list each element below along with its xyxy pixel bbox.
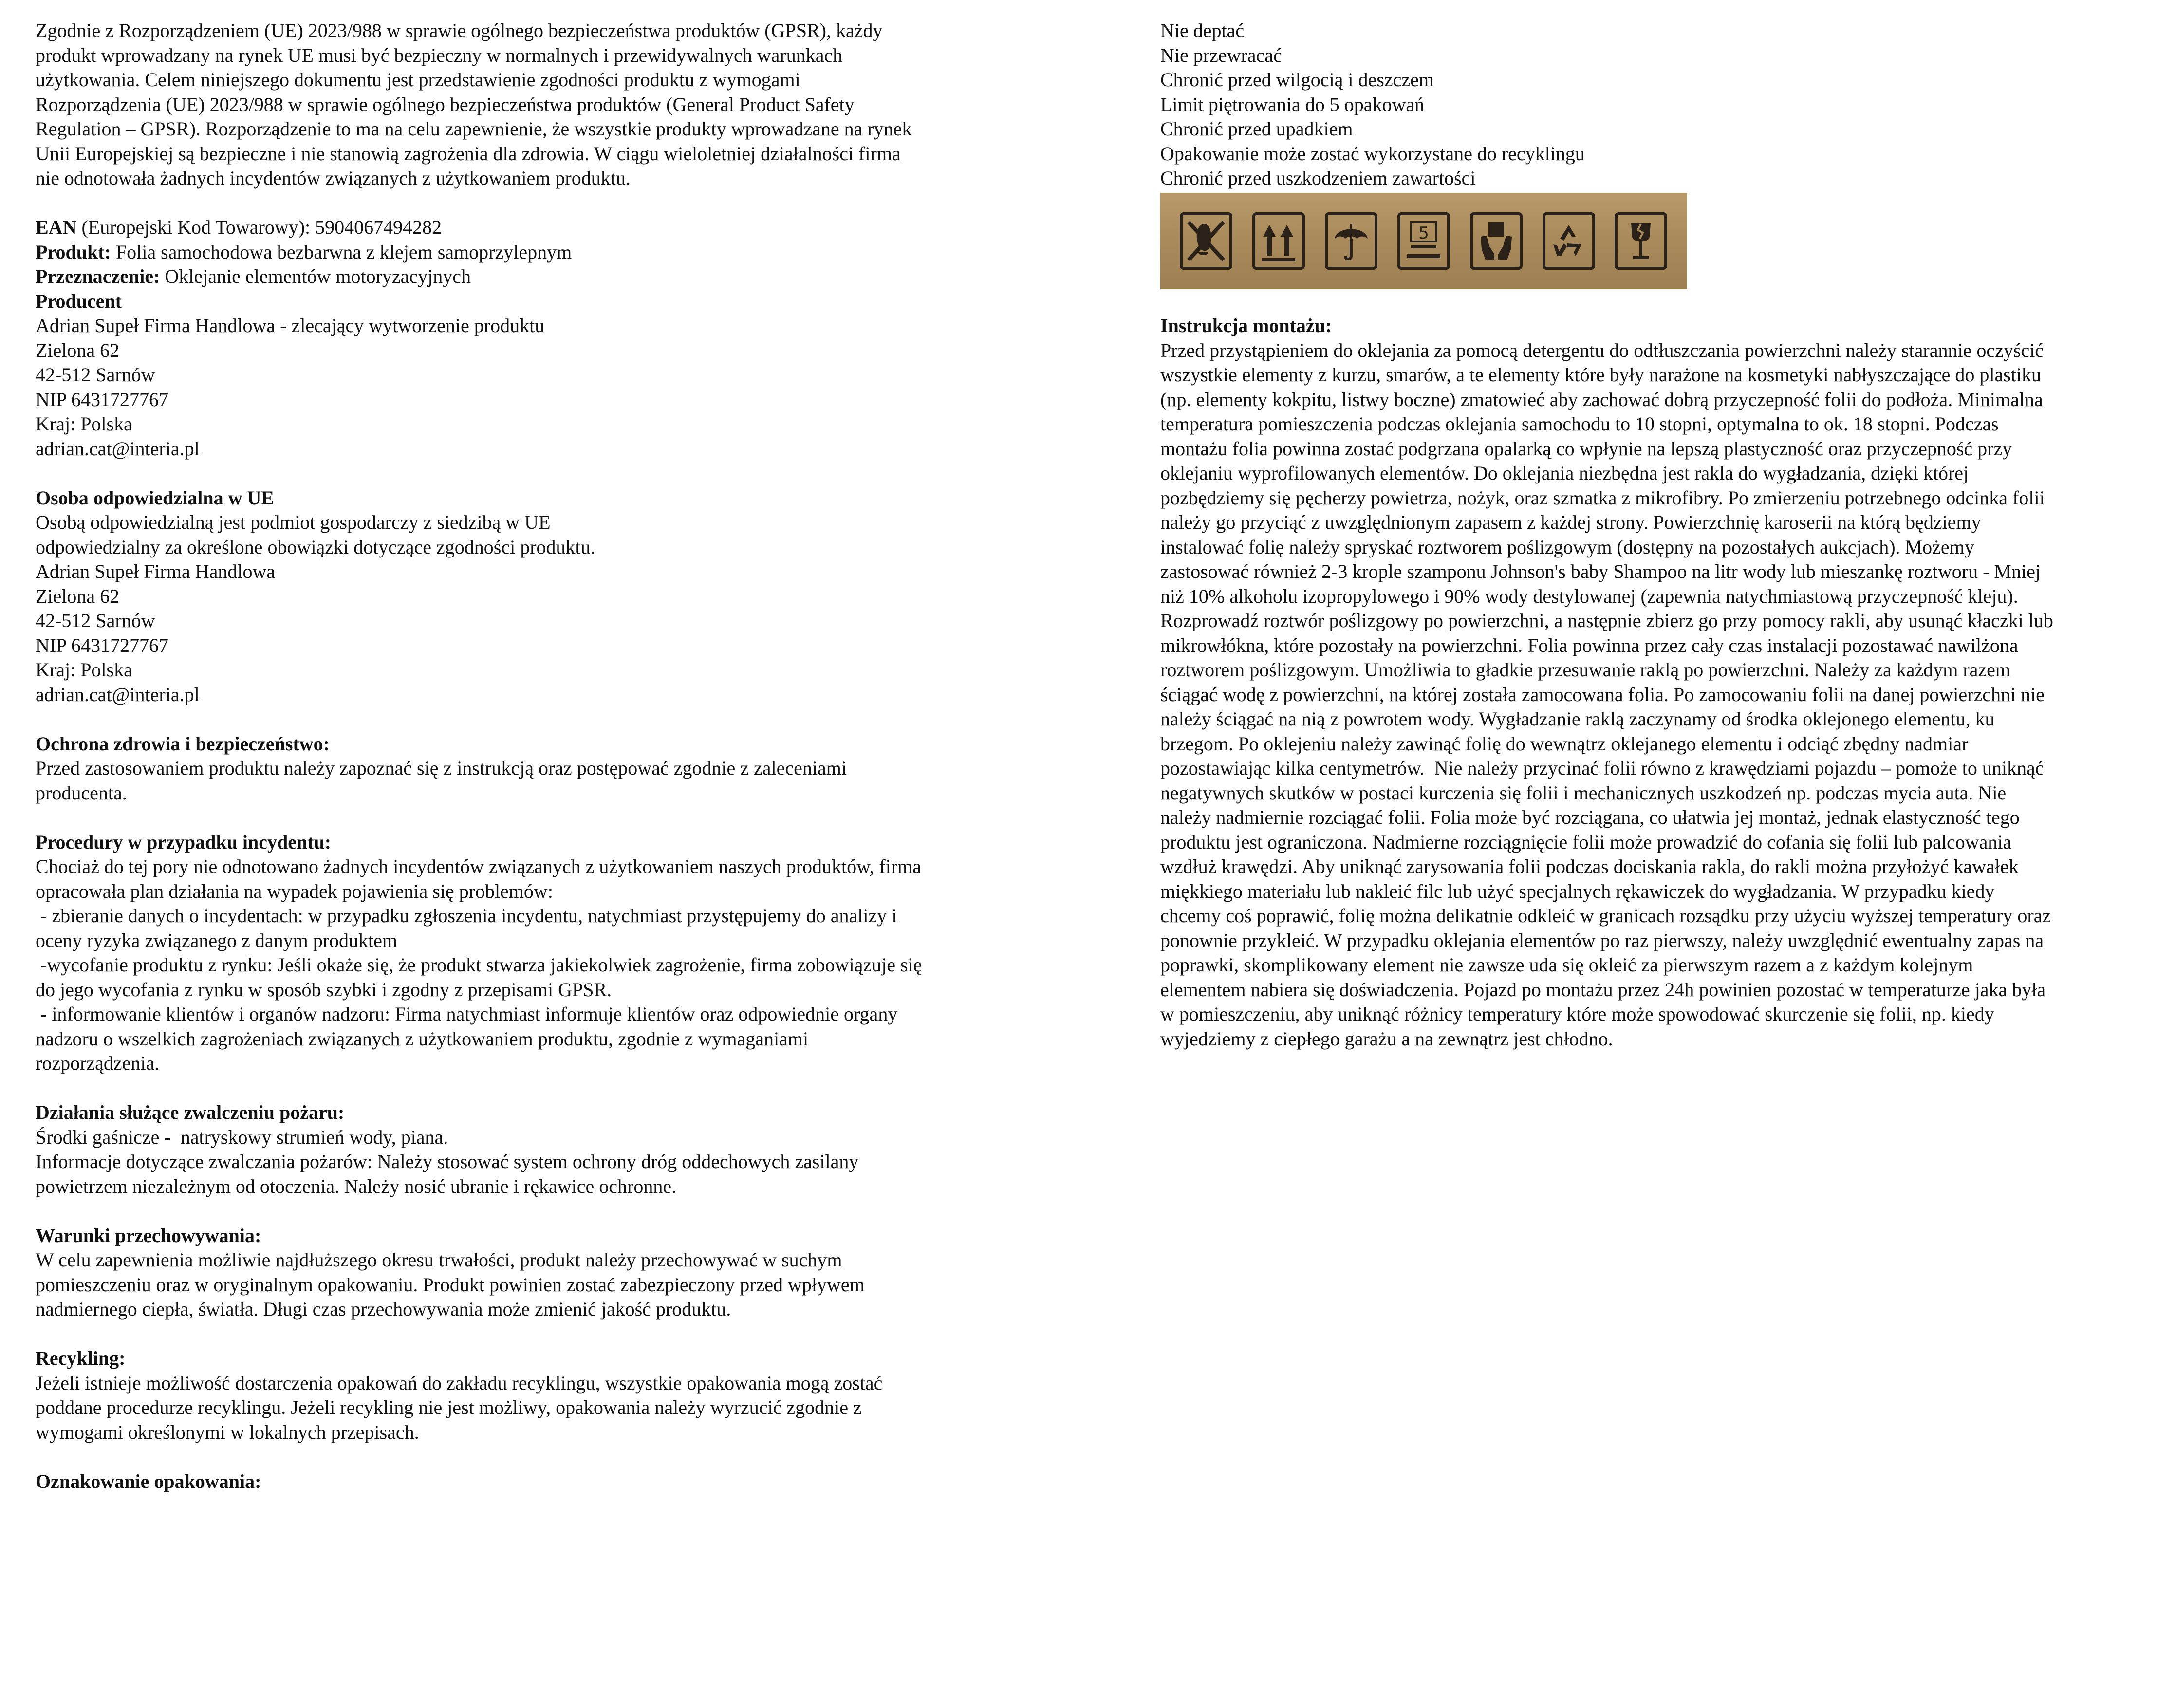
fire-line: powietrzem niezależnym od otoczenia. Należy nosić ubranie i rękawice ochronne. <box>36 1175 677 1197</box>
health-line: Przed zastosowaniem produktu należy zapoznać się z instrukcją oraz postępować zgodnie z zaleceniami <box>36 757 847 779</box>
producer-heading: Producent <box>36 290 122 312</box>
recycling-line: wymogami określonymi w lokalnych przepisach. <box>36 1421 419 1443</box>
intro-line: Zgodnie z Rozporządzeniem (UE) 2023/988 w sprawie ogólnego bezpieczeństwa produktów (GPSR), każdy <box>36 19 883 41</box>
instruction-line: Przed przystąpieniem do oklejania za pomocą detergentu do odtłuszczania powierzchni należy starannie oczyścić <box>1160 339 2044 361</box>
packaging-line: Chronić przed uszkodzeniem zawartości <box>1160 167 1476 189</box>
storage-section <box>36 1248 1039 1322</box>
producer-line: NIP 6431727767 <box>36 388 168 410</box>
instruction-line: ponownie przykleić. W przypadku oklejania elementów po raz pierwszy, należy uwzględnić ewentualny zapas na <box>1160 929 2044 951</box>
instruction-line: instalować folię należy spryskać roztworem poślizgowym (dostępny na pozostałych aukcjach). Możemy <box>1160 536 1974 558</box>
eu-responsible-details <box>36 510 1039 707</box>
stack-limit-number: 5 <box>1418 223 1429 243</box>
instruction-body <box>1160 338 2149 1052</box>
incident-line: - informowanie klientów i organów nadzoru: Firma natychmiast informuje klientów oraz odpowiednie organy <box>36 1003 898 1025</box>
incident-heading: Procedury w przypadku incydentu: <box>36 831 332 853</box>
intro-line: Regulation – GPSR). Rozporządzenie to ma na celu zapewnienie, że wszystkie produkty wprowadzane na rynek <box>36 118 912 140</box>
instruction-line: w pomieszczeniu, aby uniknąć różnicy temperatury które może spowodować skurczenie się folii, np. kiedy <box>1160 1003 1994 1025</box>
packaging-line: Chronić przed upadkiem <box>1160 118 1353 140</box>
eu-line: 42-512 Sarnów <box>36 610 155 631</box>
producer-line: Kraj: Polska <box>36 413 132 435</box>
fire-heading: Działania służące zwalczeniu pożaru: <box>36 1101 345 1123</box>
instruction-heading: Instrukcja montażu: <box>1160 315 1332 336</box>
gpsr-intro <box>36 19 1039 191</box>
eu-line: Adrian Supeł Firma Handlowa <box>36 560 276 582</box>
incident-line: - zbieranie danych o incydentach: w przypadku zgłoszenia incydentu, natychmiast przystępujemy do analizy i <box>36 905 897 927</box>
product-label: Produkt: <box>36 241 111 263</box>
this-way-up-icon <box>1252 212 1305 270</box>
left-column <box>36 19 1039 1494</box>
eu-line: Osobą odpowiedzialną jest podmiot gospodarczy z siedzibą w UE <box>36 511 551 533</box>
instruction-line: należy go przyciąć z uwzględnionym zapasem z każdej strony. Powierzchnię karoserii na którą będziemy <box>1160 511 1981 533</box>
instruction-line: miękkiego materiału lub nakleić filc lub użyć specjalnych rękawiczek do wygładzania. W przypadku kiedy <box>1160 880 1995 902</box>
instruction-line: brzegom. Po oklejeniu należy zawinąć folię do wewnątrz oklejanego elementu i odciąć zbędny nadmiar <box>1160 732 1969 755</box>
producer-email: adrian.cat@interia.pl <box>36 437 200 460</box>
packaging-line: Nie deptać <box>1160 19 1245 41</box>
no-step-icon <box>1180 212 1232 270</box>
instruction-line: Rozprowadź roztwór poślizgowy po powierzchni, a następnie zbierz go przy pomocy rakli, aby usunąć kłaczki lub <box>1160 610 2053 631</box>
incident-line: opracowała plan działania na wypadek pojawienia się problemów: <box>36 880 553 902</box>
right-column <box>1160 19 2149 1051</box>
incident-section <box>36 854 1039 1076</box>
stack-limit-icon <box>1397 212 1450 270</box>
health-heading: Ochrona zdrowia i bezpieczeństwo: <box>36 732 330 755</box>
instruction-line: pozbędziemy się pęcherzy powietrza, nożyk, oraz szmatka z mikrofibry. Po zmierzeniu potrzebnego odcinka folii <box>1160 486 2045 509</box>
instruction-line: niż 10% alkoholu izopropylowego i 90% wody destylowanej (zapewnia natychmiastową przyczepność kleju). <box>1160 585 2018 607</box>
packaging-line: Opakowanie może zostać wykorzystane do recyklingu <box>1160 142 1585 165</box>
instruction-line: zastosować również 2-3 krople szamponu Johnson's baby Shampoo na litr wody lub mieszankę roztworu - Mniej <box>1160 560 2041 582</box>
fire-line: Środki gaśnicze - natryskowy strumień wody, piana. <box>36 1126 448 1148</box>
ean-value: (Europejski Kod Towarowy): 5904067494282 <box>76 216 442 238</box>
packaging-line: Limit piętrowania do 5 opakowań <box>1160 93 1425 115</box>
packaging-heading: Oznakowanie opakowania: <box>36 1470 261 1492</box>
instruction-line: temperatura pomieszczenia podczas oklejania samochodu to 10 stopni, optymalna to ok. 18 stopni. Podczas <box>1160 413 1999 435</box>
packaging-line: Nie przewracać <box>1160 44 1282 66</box>
instruction-line: wszystkie elementy z kurzu, smarów, a te elementy które były narażone na kosmetyki nabłyszczające do plastiku <box>1160 364 2041 386</box>
keep-dry-icon <box>1325 212 1377 270</box>
fragile-icon <box>1615 212 1667 270</box>
storage-heading: Warunki przechowywania: <box>36 1224 261 1246</box>
incident-line: oceny ryzyka związanego z danym produktem <box>36 929 398 951</box>
eu-responsible-heading: Osoba odpowiedzialna w UE <box>36 486 275 509</box>
intro-line: użytkowania. Celem niniejszego dokumentu jest przedstawienie zgodności produktu z wymogami <box>36 69 800 91</box>
instruction-line: negatywnych skutków w postaci kurczenia się folii i mechanicznych uszkodzeń np. podczas mycia auta. Nie <box>1160 781 2007 804</box>
packaging-labels <box>1160 19 2149 191</box>
instruction-line: chcemy coś poprawić, folię można delikatnie odkleić w granicach rozsądku przy użyciu wyższej temperatury oraz <box>1160 905 2051 927</box>
recycling-line: Jeżeli istnieje możliwość dostarczenia opakowań do zakładu recyklingu, wszystkie opakowania mogą zostać <box>36 1372 883 1394</box>
instruction-line: poprawki, skomplikowany element nie zawsze uda się okleić za pierwszym razem a z każdym kolejnym <box>1160 954 1973 976</box>
recycle-icon <box>1543 212 1595 270</box>
producer-line: Zielona 62 <box>36 339 120 361</box>
incident-line: Chociaż do tej pory nie odnotowano żadnych incydentów związanych z użytkowaniem naszych produktów, firma <box>36 855 922 877</box>
producer-line: Adrian Supeł Firma Handlowa - zlecający wytworzenie produktu <box>36 315 545 336</box>
incident-line: nadzoru o wszelkich zagrożeniach związanych z użytkowaniem produktu, zgodnie z wymaganiami <box>36 1027 809 1050</box>
eu-line: Zielona 62 <box>36 585 120 607</box>
instruction-line: wyjedziemy z ciepłego garażu a na zewnątrz jest chłodno. <box>1160 1027 1613 1050</box>
packaging-line: Chronić przed wilgocią i deszczem <box>1160 69 1434 91</box>
purpose-row <box>36 264 1039 289</box>
instruction-line: wzdłuż krawędzi. Aby uniknąć zarysowania folii podczas dociskania rakla, do rakli można przyłożyć kawałek <box>1160 855 2019 877</box>
storage-line: nadmiernego ciepła, światła. Długi czas przechowywania może zmienić jakość produktu. <box>36 1298 731 1320</box>
instruction-line: ściągać wodę z powierzchni, na której została zamocowana folia. Po zamocowaniu folii na danej powierzchni nie <box>1160 683 2045 705</box>
intro-line: Unii Europejskiej są bezpieczne i nie stanowią zagrożenia dla zdrowia. W ciągu wieloletniej działalności firma <box>36 142 901 165</box>
ean-row <box>36 215 1039 240</box>
instruction-line: produktu jest ograniczona. Nadmierne rozciągnięcie folii może prowadzić do cofania się folii lub palcowania <box>1160 831 2012 853</box>
producer-line: 42-512 Sarnów <box>36 364 155 386</box>
instruction-line: mikrowłókna, które pozostały na powierzchni. Folia powinna przez cały czas instalacji pozostawać nawilżona <box>1160 634 2018 656</box>
instruction-line: należy nadmiernie rozciągać folii. Folia może być rozciągana, co ułatwia jej montaż, jednak elastyczność tego <box>1160 806 2020 828</box>
storage-line: pomieszczeniu oraz w oryginalnym opakowaniu. Produkt powinien zostać zabezpieczony przed wpływem <box>36 1273 865 1296</box>
ean-label: EAN <box>36 216 77 238</box>
product-value: Folia samochodowa bezbarwna z klejem samoprzylepnym <box>111 241 572 263</box>
recycling-line: poddane procedurze recyklingu. Jeżeli recykling nie jest możliwy, opakowania należy wyrzucić zgodnie z <box>36 1396 862 1418</box>
recycling-section <box>36 1371 1039 1445</box>
incident-line: -wycofanie produktu z rynku: Jeśli okaże się, że produkt stwarza jakiekolwiek zagrożenie, firma zobowiązuje się <box>36 954 922 976</box>
product-row <box>36 240 1039 265</box>
health-line: producenta. <box>36 781 127 804</box>
handle-with-care-icon <box>1470 212 1523 270</box>
intro-line: produkt wprowadzany na rynek UE musi być bezpieczny w normalnych i przewidywalnych warunkach <box>36 44 843 66</box>
instruction-line: pozostawiając kilka centymetrów. Nie należy przycinać folii równo z krawędziami pojazdu – pomoże to uniknąć <box>1160 757 2044 779</box>
incident-line: do jego wycofania z rynku w sposób szybki i zgodny z przepisami GPSR. <box>36 978 612 1001</box>
recycling-heading: Recykling: <box>36 1347 126 1369</box>
purpose-label: Przeznaczenie: <box>36 265 160 287</box>
instruction-line: należy ściągać na nią z powrotem wody. Wygładzanie raklą zaczynamy od środka oklejonego elementu, ku <box>1160 708 1995 730</box>
producer-details <box>36 314 1039 461</box>
instruction-line: roztworem poślizgowym. Umożliwia to gładkie przesuwanie raklą po powierzchni. Należy za każdym razem <box>1160 659 2011 681</box>
eu-line: odpowiedzialny za określone obowiązki dotyczące zgodności produktu. <box>36 536 595 558</box>
instruction-line: oklejaniu wyprofilowanych elementów. Do oklejania niezbędna jest rakla do wygładzania, dzięki której <box>1160 462 1969 484</box>
fire-section <box>36 1125 1039 1199</box>
eu-email: adrian.cat@interia.pl <box>36 683 200 705</box>
instruction-line: montażu folia powinna zostać podgrzana opalarką co wpłynie na lepszą plastyczność oraz przyczepność przy <box>1160 437 2012 460</box>
eu-line: Kraj: Polska <box>36 659 132 681</box>
health-section <box>36 756 1039 805</box>
eu-line: NIP 6431727767 <box>36 634 168 656</box>
instruction-line: (np. elementy kokpitu, listwy boczne) zmatowieć aby zachować dobrą przyczepność folii do podłoża. Minimalna <box>1160 388 2043 410</box>
storage-line: W celu zapewnienia możliwie najdłuższego okresu trwałości, produkt należy przechowywać w suchym <box>36 1249 842 1271</box>
intro-line: Rozporządzenia (UE) 2023/988 w sprawie ogólnego bezpieczeństwa produktów (General Product Safety <box>36 93 855 115</box>
fire-line: Informacje dotyczące zwalczania pożarów: Należy stosować system ochrony dróg oddechowych zasilany <box>36 1151 859 1172</box>
instruction-line: elementem nabiera się doświadczenia. Pojazd po montażu przez 24h powinien pozostać w temperaturze jaka była <box>1160 978 2046 1001</box>
incident-line: rozporządzenia. <box>36 1052 160 1074</box>
purpose-value: Oklejanie elementów motoryzacyjnych <box>160 265 471 287</box>
intro-line: nie odnotowała żadnych incydentów związanych z użytkowaniem produktu. <box>36 167 631 189</box>
packaging-symbols-image <box>1160 193 1687 289</box>
